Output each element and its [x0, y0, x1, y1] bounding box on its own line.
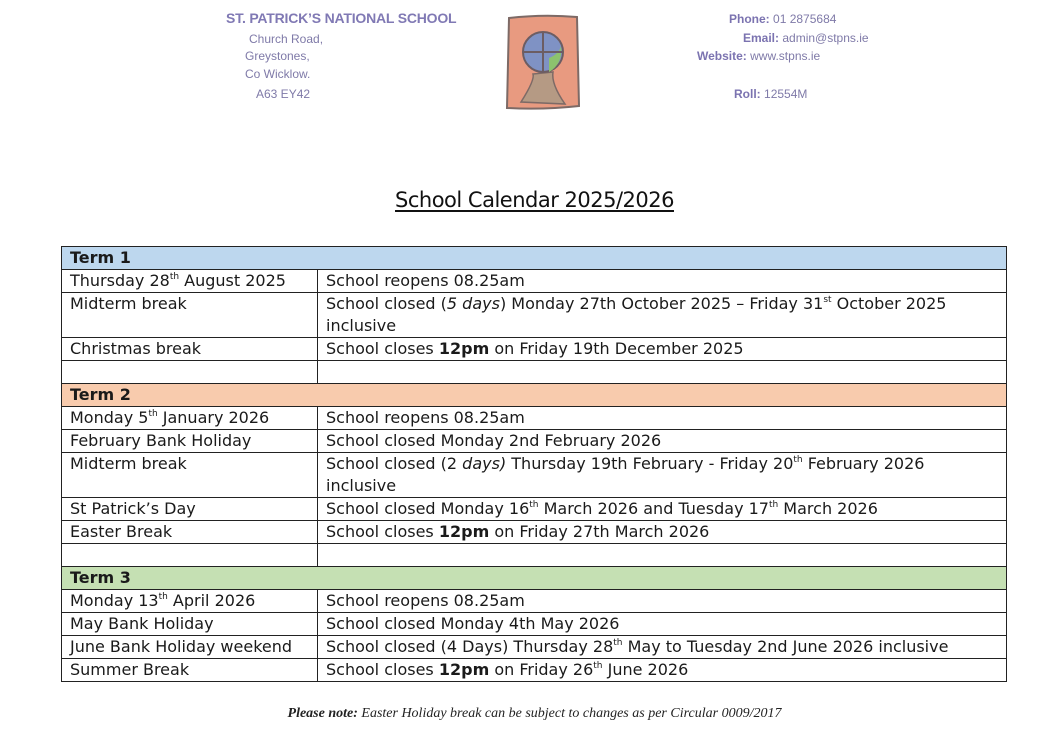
- description-cell: [318, 544, 1007, 567]
- event-cell: Thursday 28th August 2025: [62, 270, 318, 293]
- event-cell: Monday 13th April 2026: [62, 590, 318, 613]
- table-row: [62, 293, 1007, 338]
- page-title: School Calendar 2025/2026: [395, 188, 674, 212]
- event-cell: Christmas break: [62, 338, 318, 361]
- calendar-table: [61, 246, 1007, 682]
- term-header-row: [62, 384, 1007, 407]
- table-row: [62, 361, 1007, 384]
- description-cell: School closes 12pm on Friday 26th June 2026: [318, 659, 1007, 682]
- term-label: Term 2: [62, 384, 1007, 407]
- roll-value: 12554M: [764, 87, 808, 101]
- description-cell: School closed Monday 4th May 2026: [318, 613, 1007, 636]
- event-cell: June Bank Holiday weekend: [62, 636, 318, 659]
- contact-phone: [729, 12, 836, 26]
- table-row: [62, 270, 1007, 293]
- contact-roll: [734, 87, 807, 101]
- event-cell: Summer Break: [62, 659, 318, 682]
- description-cell: [318, 361, 1007, 384]
- term-label: Term 1: [62, 247, 1007, 270]
- table-row: [62, 338, 1007, 361]
- contact-email: [743, 31, 869, 45]
- address-line-town: Greystones,: [245, 49, 310, 63]
- event-cell: Midterm break: [62, 293, 318, 338]
- event-cell: St Patrick’s Day: [62, 498, 318, 521]
- description-cell: School closes 12pm on Friday 19th December 2025: [318, 338, 1007, 361]
- term-header-row: [62, 567, 1007, 590]
- table-row: [62, 407, 1007, 430]
- footnote-label: Please note:: [287, 706, 358, 721]
- table-row: [62, 659, 1007, 682]
- event-cell: [62, 361, 318, 384]
- email-label: Email:: [743, 31, 780, 45]
- phone-value: 01 2875684: [773, 12, 837, 26]
- table-row: [62, 498, 1007, 521]
- table-row: [62, 453, 1007, 498]
- roll-label: Roll:: [734, 87, 761, 101]
- address-line-county: Co Wicklow.: [245, 67, 311, 81]
- event-cell: February Bank Holiday: [62, 430, 318, 453]
- description-cell: School closed (2 days) Thursday 19th February - Friday 20th February 2026 inclusive: [318, 453, 1007, 498]
- description-cell: School closed (4 Days) Thursday 28th May to Tuesday 2nd June 2026 inclusive: [318, 636, 1007, 659]
- school-header: [226, 10, 456, 26]
- website-label: Website:: [697, 49, 747, 63]
- description-cell: School closed (5 days) Monday 27th October 2025 – Friday 31st October 2025 inclusive: [318, 293, 1007, 338]
- description-cell: School reopens 08.25am: [318, 407, 1007, 430]
- term-label: Term 3: [62, 567, 1007, 590]
- description-cell: School reopens 08.25am: [318, 590, 1007, 613]
- website-link[interactable]: www.stpns.ie: [750, 49, 821, 63]
- phone-label: Phone:: [729, 12, 770, 26]
- table-row: [62, 521, 1007, 544]
- address-line-street: Church Road,: [249, 32, 324, 46]
- event-cell: Easter Break: [62, 521, 318, 544]
- event-cell: [62, 544, 318, 567]
- school-name: ST. PATRICK’S NATIONAL SCHOOL: [226, 10, 457, 26]
- table-row: [62, 613, 1007, 636]
- table-row: [62, 544, 1007, 567]
- description-cell: School closed Monday 16th March 2026 and Tuesday 17th March 2026: [318, 498, 1007, 521]
- table-row: [62, 590, 1007, 613]
- event-cell: Monday 5th January 2026: [62, 407, 318, 430]
- address-line-eircode: A63 EY42: [256, 87, 311, 101]
- footnote: [0, 706, 1061, 722]
- email-link[interactable]: admin@stpns.ie: [782, 31, 869, 45]
- description-cell: School reopens 08.25am: [318, 270, 1007, 293]
- table-row: [62, 430, 1007, 453]
- term-header-row: [62, 247, 1007, 270]
- contact-website: [697, 49, 820, 63]
- description-cell: School closes 12pm on Friday 27th March 2026: [318, 521, 1007, 544]
- footnote-text: Easter Holiday break can be subject to changes as per Circular 0009/2017: [361, 706, 782, 721]
- event-cell: May Bank Holiday: [62, 613, 318, 636]
- description-cell: School closed Monday 2nd February 2026: [318, 430, 1007, 453]
- school-logo-icon: [503, 14, 583, 112]
- event-cell: Midterm break: [62, 453, 318, 498]
- table-row: [62, 636, 1007, 659]
